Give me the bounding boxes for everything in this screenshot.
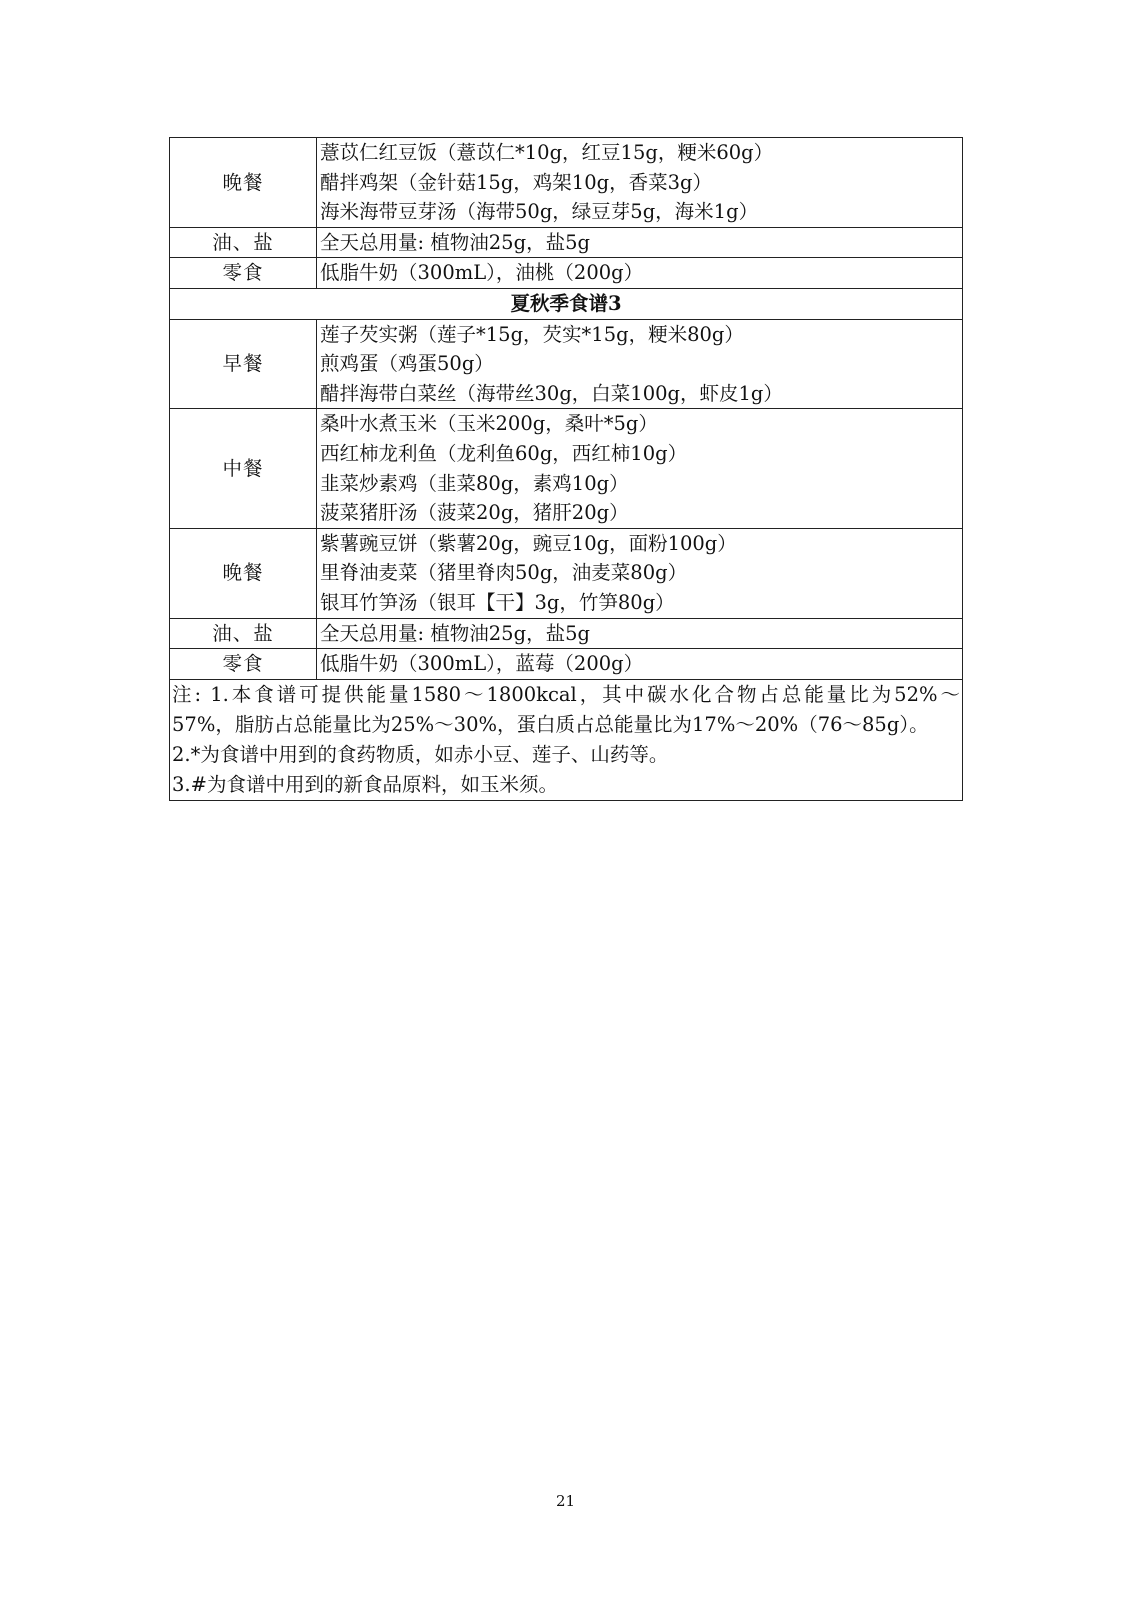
dish-item: 紫薯豌豆饼（紫薯20g，豌豆10g，面粉100g） [320,531,737,555]
meal-items [317,258,963,289]
section-header-row [170,288,963,319]
dish-item: 低脂牛奶（300mL），蓝莓（200g） [320,652,644,676]
meal-row [170,227,963,258]
meal-label: 油、盐 [170,227,317,258]
meal-items [317,649,963,680]
dish-item: 醋拌海带白菜丝（海带丝30g，白菜100g，虾皮1g） [320,381,783,405]
note-line: 3.#为食谱中用到的新食品原料，如玉米须。 [172,772,558,796]
meal-items [317,227,963,258]
meal-row [170,409,963,528]
dish-item: 全天总用量: 植物油25g，盐5g [320,621,590,645]
meal-items [317,409,963,528]
meal-row [170,649,963,680]
notes-row [170,679,963,800]
dish-item: 韭菜炒素鸡（韭菜80g，素鸡10g） [320,471,629,495]
table-notes [170,679,963,800]
meal-row [170,258,963,289]
menu-table-body [170,138,963,801]
meal-items [317,138,963,228]
dish-item: 莲子芡实粥（莲子*15g，芡实*15g，粳米80g） [320,322,744,346]
dish-item: 银耳竹笋汤（银耳【干】3g，竹笋80g） [320,590,675,614]
meal-label: 晚餐 [170,528,317,618]
meal-label: 油、盐 [170,618,317,649]
dish-item: 菠菜猪肝汤（菠菜20g，猪肝20g） [320,501,629,525]
meal-row [170,138,963,228]
meal-label: 零食 [170,258,317,289]
meal-row [170,528,963,618]
dish-item: 低脂牛奶（300mL），油桃（200g） [320,261,644,285]
dish-item: 桑叶水煮玉米（玉米200g，桑叶*5g） [320,412,658,436]
meal-label: 早餐 [170,319,317,409]
meal-label: 晚餐 [170,138,317,228]
dish-item: 醋拌鸡架（金针菇15g，鸡架10g，香菜3g） [320,170,712,194]
dish-item: 煎鸡蛋（鸡蛋50g） [320,352,494,376]
menu-table [169,137,963,801]
meal-items [317,618,963,649]
dish-item: 海米海带豆芽汤（海带50g，绿豆芽5g，海米1g） [320,200,759,224]
meal-items [317,528,963,618]
page-number: 21 [555,1492,576,1510]
note-line: 57%，脂肪占总能量比为25%～30%，蛋白质占总能量比为17%～20%（76～85g）。 [172,712,929,736]
note-line: 2.*为食谱中用到的食药物质，如赤小豆、莲子、山药等。 [172,742,669,766]
dish-item: 西红柿龙利鱼（龙利鱼60g，西红柿10g） [320,441,688,465]
dish-item: 里脊油麦菜（猪里脊肉50g，油麦菜80g） [320,561,688,585]
section-title: 夏秋季食谱3 [170,288,963,319]
dish-item: 全天总用量: 植物油25g，盐5g [320,230,590,254]
meal-row [170,319,963,409]
meal-row [170,618,963,649]
meal-label: 中餐 [170,409,317,528]
note-line: 注: 1.本食谱可提供能量1580～1800kcal，其中碳水化合物占总能量比为52%～ [172,682,960,706]
meal-label: 零食 [170,649,317,680]
meal-items [317,319,963,409]
dish-item: 薏苡仁红豆饭（薏苡仁*10g，红豆15g，粳米60g） [320,141,774,164]
